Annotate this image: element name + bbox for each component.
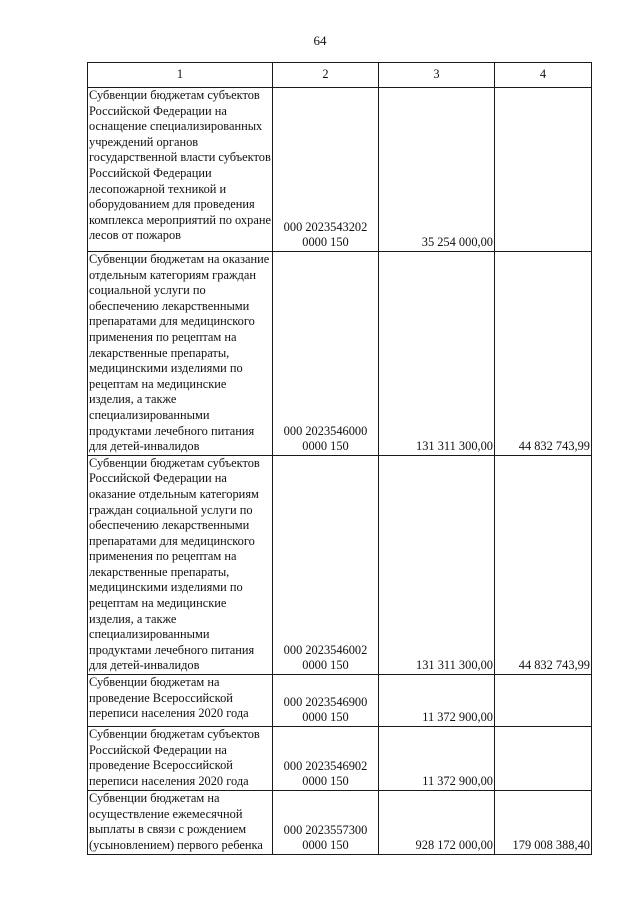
- row-budget-code: 000 2023546000 0000 150: [273, 252, 379, 456]
- table-row: [88, 455, 592, 674]
- row-description: Субвенции бюджетам субъектов Российской Федерации на оснащение специализированных учреждений органов государственной власти субъектов Российской Федерации лесопожарной техникой и оборудованием для проведения комплекса мероприятий по охране лесов от пожаров: [88, 88, 273, 252]
- table-row: [88, 791, 592, 855]
- page-number: 64: [313, 33, 327, 48]
- row-description: Субвенции бюджетам на осуществление ежемесячной выплаты в связи с рождением (усыновлением) первого ребенка: [88, 791, 273, 855]
- table-row: [88, 675, 592, 727]
- header-col-3: 3: [379, 63, 495, 88]
- row-description: Субвенции бюджетам субъектов Российской Федерации на оказание отдельным категориям граждан социальной услуги по обеспечению лекарственными препаратами для медицинского применения по рецептам на лекарственные препараты, медицинскими изделиями по рецептам на медицинские изделия, а также специализированными продуктами лечебного питания для детей-инвалидов: [88, 455, 273, 674]
- table-row: [88, 88, 592, 252]
- row-value-col4: [495, 88, 592, 252]
- table-row: [88, 252, 592, 456]
- row-value-col3: 131 311 300,00: [379, 455, 495, 674]
- row-budget-code: 000 2023557300 0000 150: [273, 791, 379, 855]
- row-value-col3: 11 372 900,00: [379, 675, 495, 727]
- row-value-col4: 44 832 743,99: [495, 455, 592, 674]
- table-row: [88, 727, 592, 791]
- row-budget-code: 000 2023543202 0000 150: [273, 88, 379, 252]
- header-col-2: 2: [273, 63, 379, 88]
- header-col-1: 1: [88, 63, 273, 88]
- row-value-col3: 131 311 300,00: [379, 252, 495, 456]
- row-budget-code: 000 2023546902 0000 150: [273, 727, 379, 791]
- row-budget-code: 000 2023546002 0000 150: [273, 455, 379, 674]
- row-value-col4: 44 832 743,99: [495, 252, 592, 456]
- budget-table: [87, 62, 592, 855]
- row-description: Субвенции бюджетам субъектов Российской Федерации на проведение Всероссийской переписи населения 2020 года: [88, 727, 273, 791]
- row-value-col4: [495, 727, 592, 791]
- row-description: Субвенции бюджетам на проведение Всероссийской переписи населения 2020 года: [88, 675, 273, 727]
- row-value-col3: 928 172 000,00: [379, 791, 495, 855]
- header-col-4: 4: [495, 63, 592, 88]
- row-budget-code: 000 2023546900 0000 150: [273, 675, 379, 727]
- row-value-col3: 11 372 900,00: [379, 727, 495, 791]
- table-header-row: [88, 63, 592, 88]
- row-description: Субвенции бюджетам на оказание отдельным категориям граждан социальной услуги по обеспечению лекарственными препаратами для медицинского применения по рецептам на лекарственные препараты, медицинскими изделиями по рецептам на медицинские изделия, а также специализированными продуктами лечебного питания для детей-инвалидов: [88, 252, 273, 456]
- row-value-col4: [495, 675, 592, 727]
- row-value-col4: 179 008 388,40: [495, 791, 592, 855]
- row-value-col3: 35 254 000,00: [379, 88, 495, 252]
